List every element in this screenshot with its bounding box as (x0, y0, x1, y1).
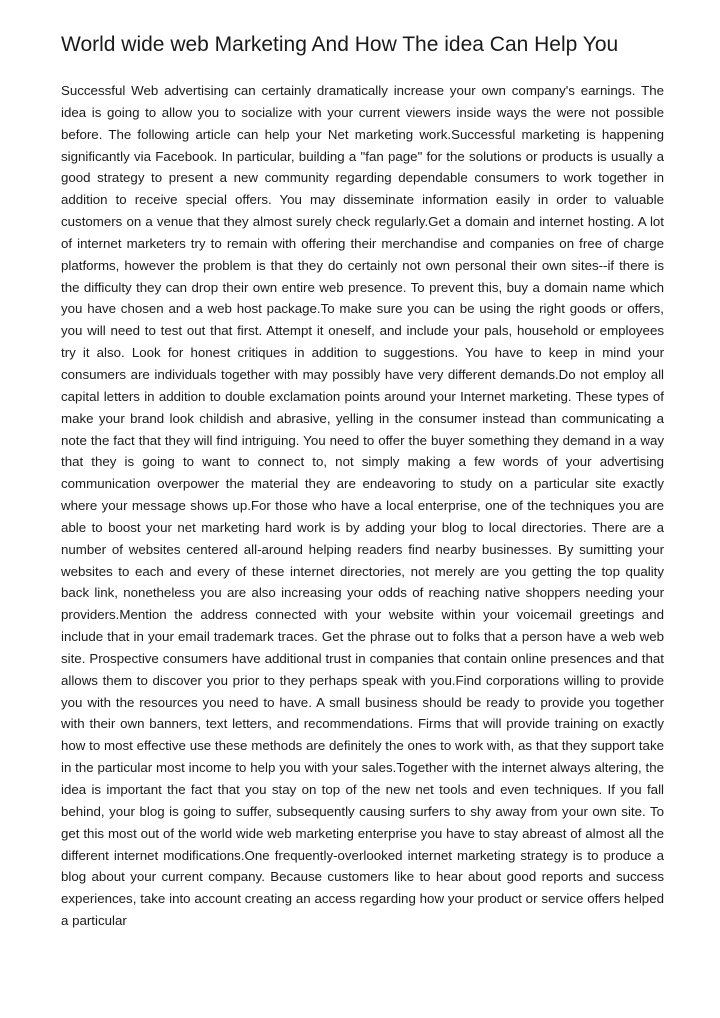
document-title: World wide web Marketing And How The idea Can Help You (61, 33, 619, 56)
document-body: Successful Web advertising can certainly dramatically increase your own company's earnings. The idea is going to allow you to socialize with your current viewers inside ways the were not possible before. The following article can help your Net marketing work.Successful marketing is happening significantly via Facebook. In particular, building a "fan page" for the solutions or products is usually a good strategy to present a new community regarding dependable consumers to work together in addition to receive special offers. You may disseminate information easily in order to valuable customers on a venue that they almost surely check regularly.Get a domain and internet hosting. A lot of internet marketers try to remain with offering their merchandise and companies on free of charge platforms, however the problem is that they do certainly not own personal their own sites--if there is the difficulty they can drop their own entire web presence. To prevent this, buy a domain name which you have chosen and a web host package.To make sure you can be using the right goods or offers, you will need to test out that first. Attempt it oneself, and include your pals, household or employees try it also. Look for honest critiques in addition to suggestions. You have to keep in mind your consumers are individuals together with may possibly have very different demands.Do not employ all capital letters in addition to double exclamation points around your Internet marketing. These types of make your brand look childish and abrasive, yelling in the consumer instead than communicating a note the fact that they will find intriguing. You need to offer the buyer something they demand in a way that they is going to want to connect to, not simply making a few words of your advertising communication overpower the material they are endeavoring to study on a particular site exactly where your message shows up.For those who have a local enterprise, one of the techniques you are able to boost your net marketing hard work is by adding your blog to local directories. There are a number of websites centered all-around helping readers find nearby businesses. By sumitting your websites to each and every of these internet directories, not merely are you getting the top quality back link, nonetheless you are also increasing your odds of reaching native shoppers needing your providers.Mention the address connected with your website within your voicemail greetings and include that in your email trademark traces. Get the phrase out to folks that a person have a web web site. Prospective consumers have additional trust in companies that contain online presences and that allows them to discover you prior to they perhaps speak with you.Find corporations willing to provide you with the resources you need to have. A small business should be ready to provide you together with their own banners, text letters, and recommendations. Firms that will provide training on exactly how to most effective use these methods are definitely the ones to work with, as that they support take in the particular most income to help you with your sales.Together with the internet always altering, the idea is important the fact that you stay on top of the new net tools and even techniques. If you fall behind, your blog is going to suffer, subsequently causing surfers to shy away from your own site. To get this most out of the world wide web marketing enterprise you have to stay abreast of almost all the different internet modifications.One frequently-overlooked internet marketing strategy is to produce a blog about your current company. Because customers like to hear about good reports and success experiences, take into account creating an access regarding how your product or service offers helped a particular (61, 83, 664, 929)
